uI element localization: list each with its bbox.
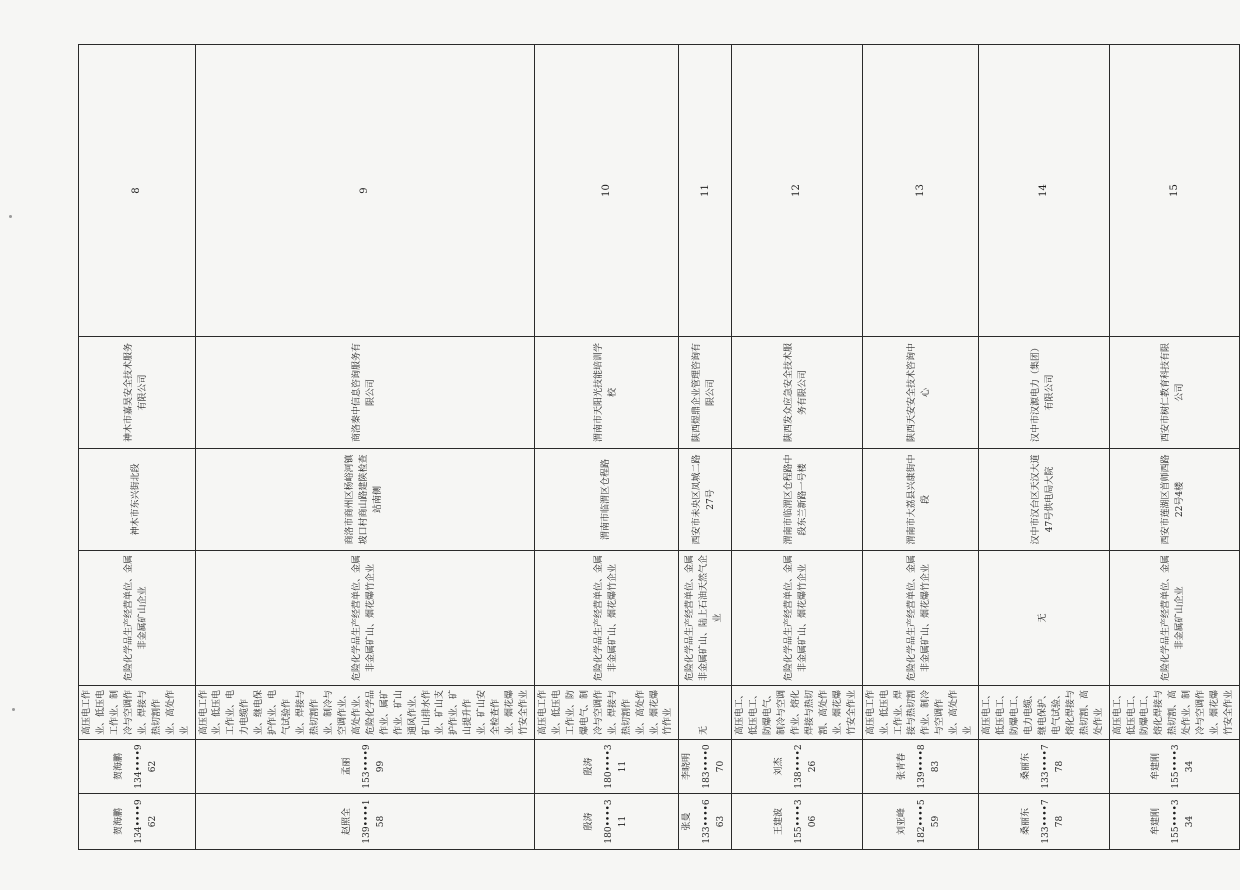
complaint-contact-cell	[862, 794, 979, 850]
institution-name-cell: 商洛秦中信息咨询服务有限公司	[195, 337, 535, 449]
table-row	[79, 45, 196, 850]
address-cell: 神木市东兴街北段	[79, 449, 196, 551]
operations-cell: 高压电工作业、低压电工作业、制冷与空调作业、焊接与热切割作业、高处作业	[79, 686, 196, 740]
person-phone: 134••••962	[133, 744, 158, 789]
operations-cell: 高压电工、低压电工、防爆电工、熔化焊接与热切割、高处作业、制冷与空调作业、烟花爆竹安全作业	[1109, 686, 1239, 740]
contact-person-cell	[679, 740, 732, 794]
person-phone: 133••••778	[1040, 744, 1065, 789]
person-name: 牟建刚	[1151, 753, 1162, 781]
person-phone: 134••••962	[133, 799, 158, 844]
person-name: 赵照全	[341, 808, 352, 836]
row-number-cell: 13	[862, 45, 979, 337]
operations-cell: 高压电工作业、低压电工作业、防爆电气、制冷与空调作业、焊接与热切割作业、高处作业、烟花爆竹作业	[535, 686, 679, 740]
address-cell: 汉中市汉台区天汉大道47号供电局大院	[979, 449, 1109, 551]
scan-speck	[9, 215, 12, 218]
person-phone: 139••••883	[917, 744, 942, 789]
person-name: 刘杰	[774, 757, 784, 776]
person-phone: 153••••999	[361, 744, 386, 789]
row-number-cell: 9	[195, 45, 535, 337]
table-row	[862, 45, 979, 850]
row-number-cell: 15	[1109, 45, 1239, 337]
table-rotator	[78, 45, 1235, 850]
person-name: 刘亚峰	[897, 808, 908, 836]
contact-person-cell	[535, 740, 679, 794]
person-phone: 182••••559	[917, 799, 942, 844]
scope-cell: 危险化学品生产经营单位、金属非金属矿山企业	[1109, 551, 1239, 686]
person-name: 桑丽东	[1020, 753, 1031, 781]
institution-name-cell: 陕西发众应急安全技术服务有限公司	[732, 337, 862, 449]
person-name: 殷涛	[583, 757, 594, 776]
person-name: 桑丽东	[1020, 808, 1031, 836]
operations-cell: 无	[679, 686, 732, 740]
person-phone: 133••••663	[702, 799, 727, 844]
person-phone: 133••••778	[1040, 799, 1065, 844]
person-phone: 155••••334	[1171, 799, 1196, 844]
address-cell: 西安市莲湖区首师西路22号4楼	[1109, 449, 1239, 551]
table-row	[732, 45, 862, 850]
person-phone: 155••••306	[793, 799, 818, 844]
scope-cell: 危险化学品生产经营单位、金属非金属矿山、烟花爆竹企业	[535, 551, 679, 686]
contact-person-cell	[1109, 740, 1239, 794]
row-number-cell: 8	[79, 45, 196, 337]
row-number-cell: 10	[535, 45, 679, 337]
person-name: 王建波	[774, 808, 784, 836]
institution-name-cell: 神木市嘉昊安全技术服务有限公司	[79, 337, 196, 449]
person-name: 李晓明	[682, 753, 693, 781]
operations-cell: 高压电工作业、低压电工作业、焊接与热切割作业、制冷与空调作业、高处作业	[862, 686, 979, 740]
contact-person-cell	[862, 740, 979, 794]
address-cell: 渭南市大荔县兴康街中段	[862, 449, 979, 551]
training-institution-table	[78, 44, 1240, 850]
person-name: 张曼	[682, 812, 693, 831]
institution-name-cell: 西安市树仁教育科技有限公司	[1109, 337, 1239, 449]
contact-person-cell	[195, 740, 535, 794]
person-name: 贺海鹏	[113, 753, 124, 781]
address-cell: 渭南市临渭区仓程路	[535, 449, 679, 551]
operations-cell: 高压电工作业、低压电工作业、电力电缆作业、继电保护作业、电气试验作业、焊接与热切割作业、制冷与空调作业、高处作业、危险化学品作业、属矿作业、矿山通风作业、矿山排水作业、矿山支护作业、矿山提升作业、矿山安全检查作业、烟花爆竹安全作业	[195, 686, 535, 740]
table-row	[535, 45, 679, 850]
person-name: 孟丽	[341, 757, 352, 776]
scope-cell: 危险化学品生产经营单位、金属非金属矿山企业	[79, 551, 196, 686]
institution-name-cell: 汉中市汉源电力（集团）有限公司	[979, 337, 1109, 449]
operations-cell: 高压电工、低压电工、防爆电工、电力电缆、继电保护、电气试验、熔化焊接与热切割、高处作业	[979, 686, 1109, 740]
table-row	[979, 45, 1109, 850]
scope-cell: 危险化学品生产经营单位、金属非金属矿山、烟花爆竹企业	[862, 551, 979, 686]
complaint-contact-cell	[79, 794, 196, 850]
table-row	[679, 45, 732, 850]
contact-person-cell	[79, 740, 196, 794]
rotated-table-page	[78, 45, 1235, 850]
institution-name-cell: 渭南市天阳光技能培训学校	[535, 337, 679, 449]
address-cell: 渭南市临渭区仓程路中段东兰新路一号楼	[732, 449, 862, 551]
complaint-contact-cell	[1109, 794, 1239, 850]
operations-cell: 高压电工、低压电工、防爆电气、制冷与空调作业、熔化焊接与热切割、高处作业、烟花爆竹安全作业	[732, 686, 862, 740]
scope-cell: 无	[979, 551, 1109, 686]
person-name: 牟建刚	[1151, 808, 1162, 836]
contact-person-cell	[979, 740, 1109, 794]
address-cell: 商洛市商州区杨峪河镇坡口村商山路建陕检查站南侧	[195, 449, 535, 551]
person-phone: 180••••311	[603, 744, 628, 789]
person-name: 张青春	[897, 753, 908, 781]
scope-cell: 危险化学品生产经营单位、金属非金属矿山、烟花爆竹企业	[195, 551, 535, 686]
scope-cell: 危险化学品生产经营单位、金属非金属矿山、烟花爆竹企业	[732, 551, 862, 686]
person-phone: 183••••070	[702, 744, 727, 789]
institution-name-cell: 陕西煜鼎企业管理咨询有限公司	[679, 337, 732, 449]
person-name: 贺海鹏	[113, 808, 124, 836]
scan-speck	[12, 708, 15, 711]
person-phone: 138••••226	[793, 744, 818, 789]
complaint-contact-cell	[732, 794, 862, 850]
person-phone: 139••••158	[361, 799, 386, 844]
table-body	[79, 45, 1240, 850]
address-cell: 西安市未央区凤城二路27号	[679, 449, 732, 551]
row-number-cell: 11	[679, 45, 732, 337]
table-row	[195, 45, 535, 850]
complaint-contact-cell	[195, 794, 535, 850]
table-row	[1109, 45, 1239, 850]
person-name: 殷涛	[583, 812, 594, 831]
scope-cell: 危险化学品生产经营单位、金属非金属矿山、陆上石油天然气企业	[679, 551, 732, 686]
person-phone: 155••••334	[1171, 744, 1196, 789]
complaint-contact-cell	[535, 794, 679, 850]
row-number-cell: 12	[732, 45, 862, 337]
institution-name-cell: 陕西天安安全技术咨询中心	[862, 337, 979, 449]
contact-person-cell	[732, 740, 862, 794]
complaint-contact-cell	[679, 794, 732, 850]
complaint-contact-cell	[979, 794, 1109, 850]
row-number-cell: 14	[979, 45, 1109, 337]
person-phone: 180••••311	[603, 799, 628, 844]
